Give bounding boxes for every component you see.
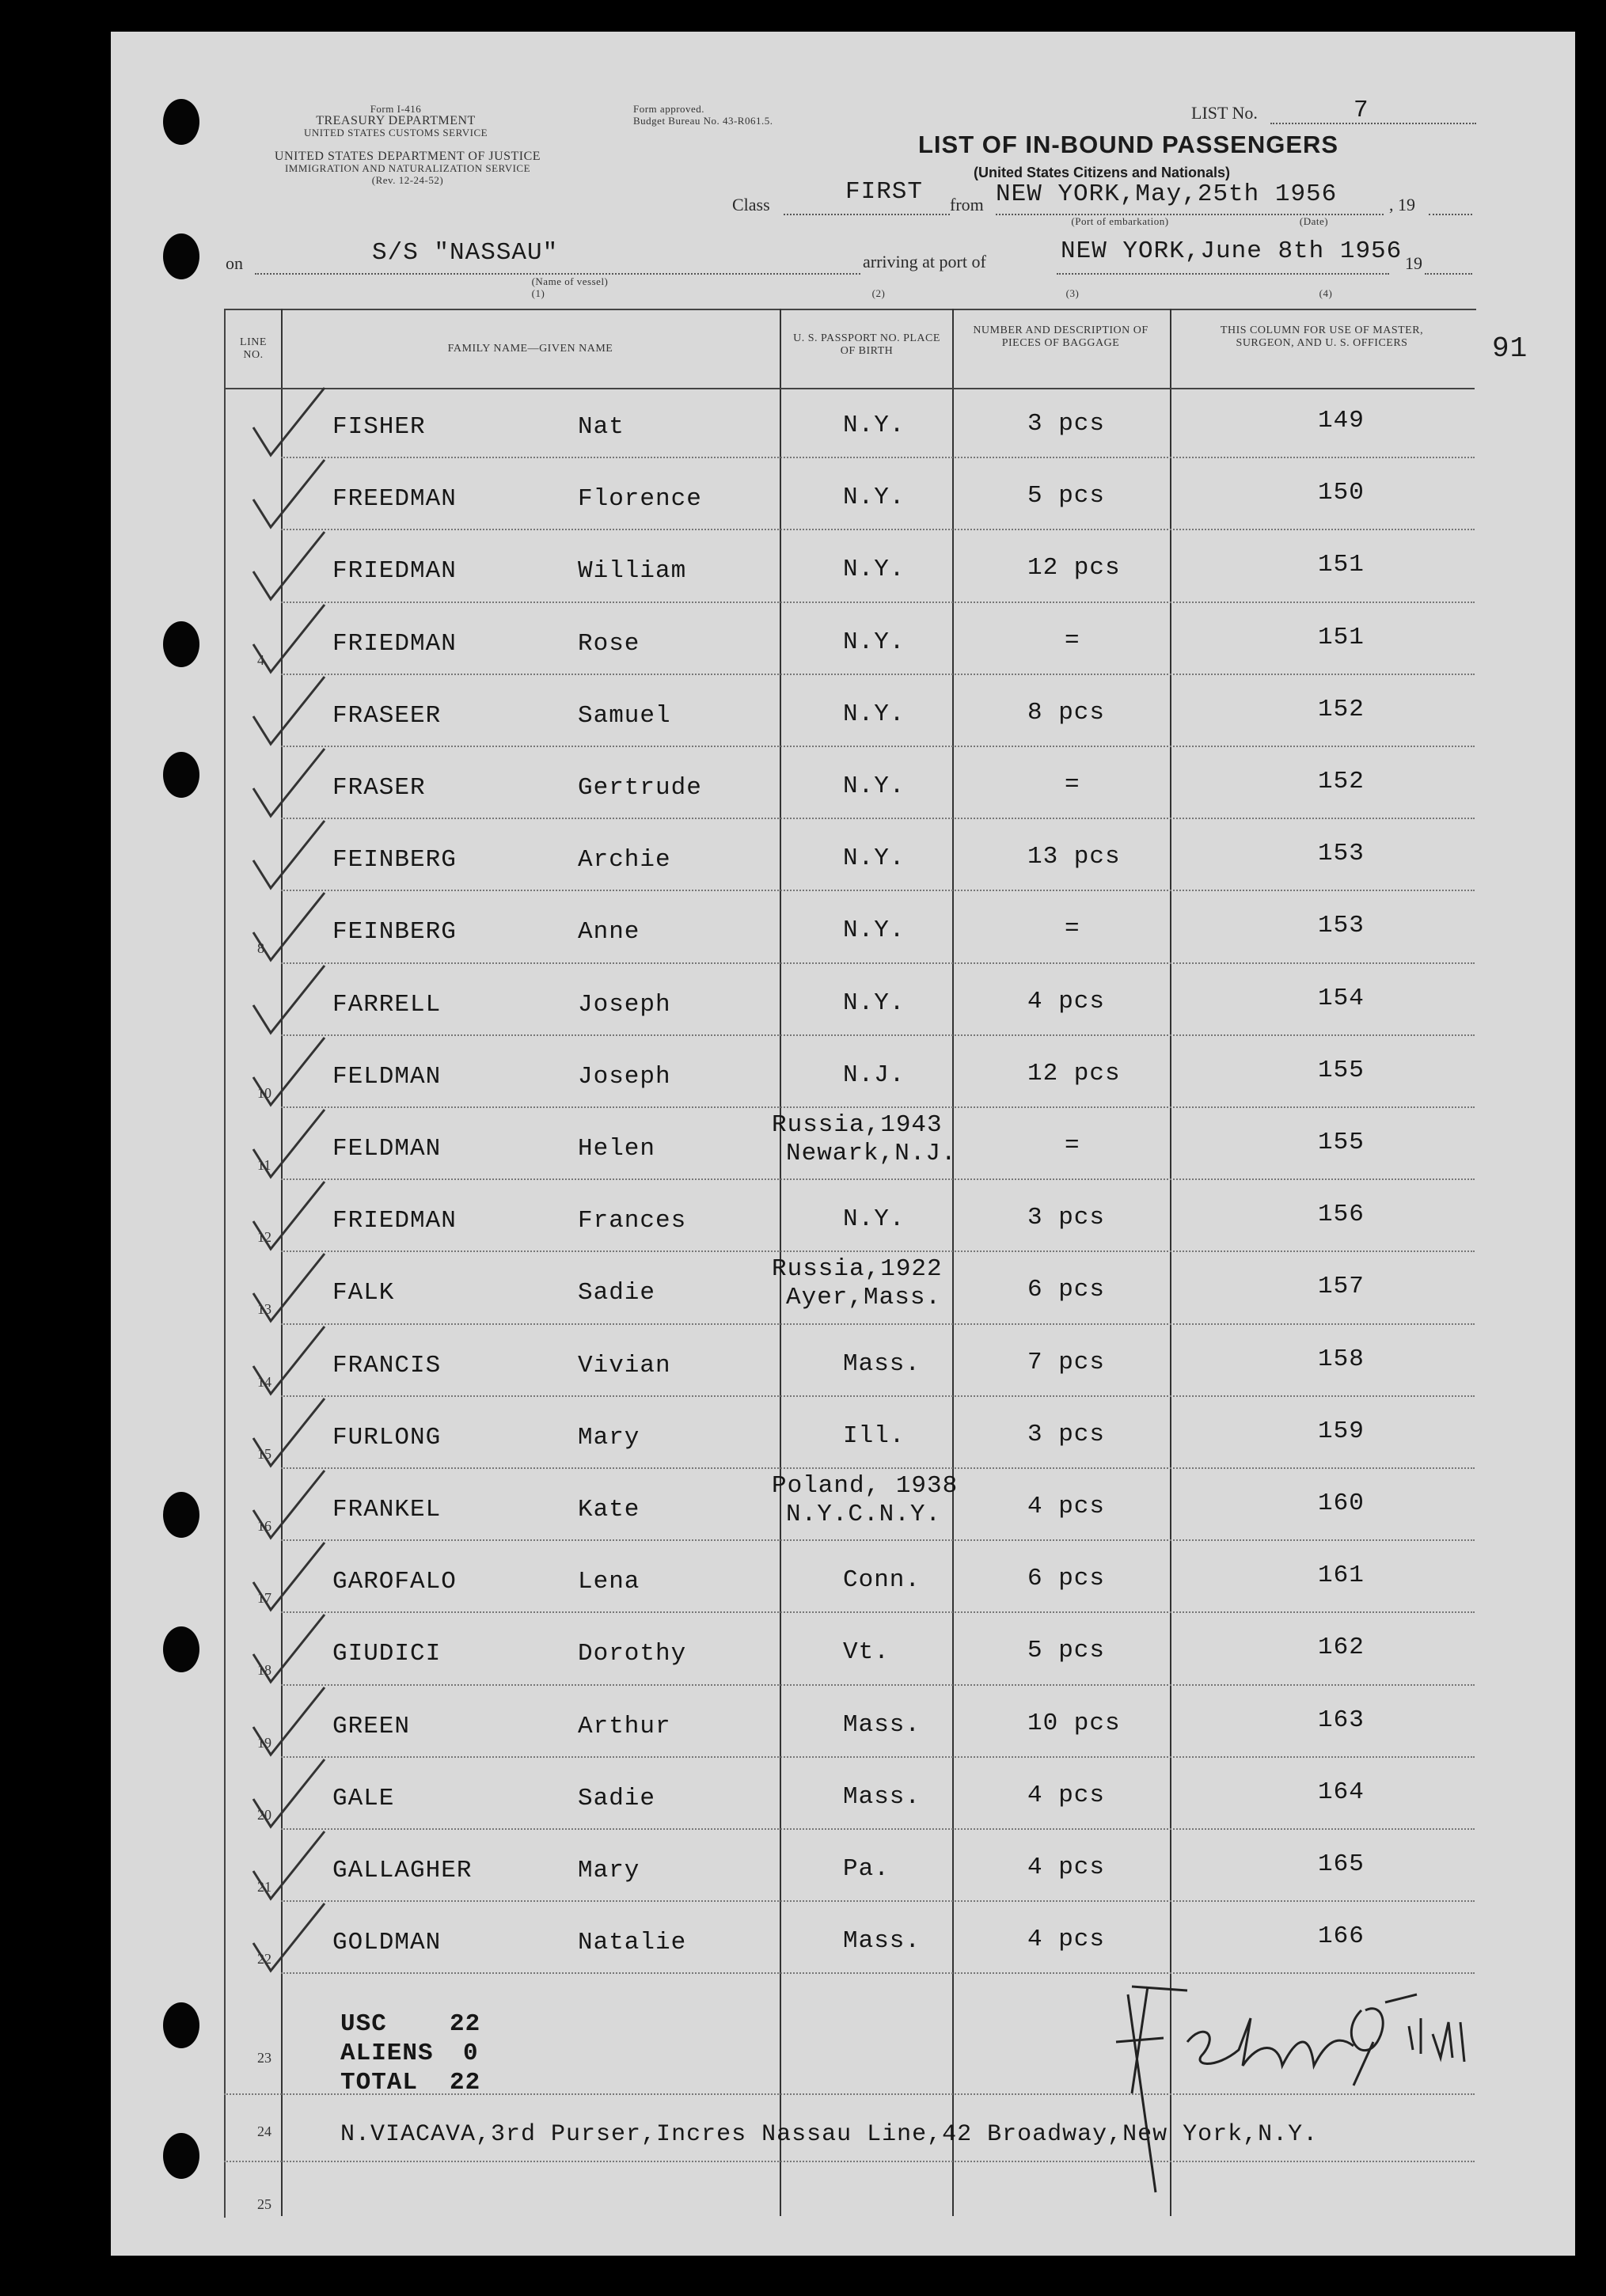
justice-line: IMMIGRATION AND NATURALIZATION SERVICE xyxy=(284,162,531,174)
baggage-count: 6 pcs xyxy=(1027,1565,1106,1593)
col3-note: (3) xyxy=(1065,287,1080,299)
check-mark-icon xyxy=(245,1896,340,1983)
given-name: Sadie xyxy=(578,1784,656,1812)
line-number: 4 xyxy=(257,651,264,668)
birth-place-origin: Russia,1943 xyxy=(772,1111,943,1139)
aliens-label: ALIENS xyxy=(340,2040,434,2067)
birth-place: Mass. xyxy=(843,1349,921,1378)
line-number: 8 xyxy=(257,940,264,957)
row-rule xyxy=(281,1467,1475,1469)
vessel-line xyxy=(255,273,860,275)
col-header-baggage: NUMBER AND DESCRIPTION OF PIECES OF BAGGAGE xyxy=(973,324,1148,349)
birth-place: Vt. xyxy=(843,1638,890,1667)
line-number: 16 xyxy=(257,1518,271,1534)
family-name: FRIEDMAN xyxy=(332,1207,457,1235)
row-rule xyxy=(281,746,1475,747)
given-name: Dorothy xyxy=(578,1640,687,1668)
line-number: 19 xyxy=(257,1734,271,1751)
row-rule xyxy=(281,1828,1475,1830)
officer-number: 155 xyxy=(1318,1056,1365,1084)
baggage-count: 7 pcs xyxy=(1027,1348,1106,1376)
family-name: GALLAGHER xyxy=(332,1857,473,1884)
baggage-count: = xyxy=(1065,626,1080,655)
arrival-year-line xyxy=(1425,273,1472,275)
birth-place-origin: Russia,1922 xyxy=(772,1255,943,1284)
justice-line: (Rev. 12-24-52) xyxy=(371,174,444,186)
approval-line: Budget Bureau No. 43-R061.5. xyxy=(633,115,773,127)
given-name: Vivian xyxy=(578,1351,671,1379)
baggage-count: 8 pcs xyxy=(1027,698,1106,727)
line-number: 14 xyxy=(257,1373,271,1390)
baggage-count: 12 pcs xyxy=(1027,554,1121,583)
row-rule xyxy=(281,1178,1475,1180)
baggage-count: 10 pcs xyxy=(1027,1709,1121,1737)
total-value: 22 xyxy=(450,2069,481,2097)
birth-place: N.Y. xyxy=(843,628,906,656)
col-header-line-no: LINE NO. xyxy=(240,336,267,361)
birth-place: N.Y. xyxy=(843,989,906,1017)
line-number: 15 xyxy=(257,1445,271,1462)
row-rule xyxy=(281,1323,1475,1325)
family-name: GAROFALO xyxy=(332,1568,457,1596)
line-number: 25 xyxy=(257,2196,271,2212)
birth-place: N.Y. xyxy=(843,772,906,800)
baggage-count: 4 pcs xyxy=(1027,1493,1106,1520)
family-name: FREEDMAN xyxy=(332,485,457,514)
total-label: TOTAL xyxy=(340,2069,419,2097)
given-name: Nat xyxy=(578,413,625,441)
birth-place: N.Y.C.N.Y. xyxy=(786,1501,942,1528)
given-name: Arthur xyxy=(578,1712,671,1740)
justice-block xyxy=(222,150,594,186)
punch-hole xyxy=(163,2133,199,2179)
family-name: FRIEDMAN xyxy=(332,629,457,658)
baggage-count: 3 pcs xyxy=(1027,410,1106,438)
given-name: Rose xyxy=(578,629,640,658)
birth-place: Mass. xyxy=(843,1710,921,1739)
baggage-count: 3 pcs xyxy=(1027,1420,1106,1448)
class-label: Class xyxy=(732,195,770,214)
baggage-count: 4 pcs xyxy=(1027,1781,1106,1809)
birth-place: N.Y. xyxy=(843,412,906,439)
col-header-name: FAMILY NAME—GIVEN NAME xyxy=(447,343,613,355)
family-name: FRANCIS xyxy=(332,1351,442,1379)
officer-number: 164 xyxy=(1318,1778,1365,1806)
officer-number: 156 xyxy=(1318,1201,1365,1229)
arrival-year-suffix: 19 xyxy=(1405,253,1422,273)
officer-number: 153 xyxy=(1318,912,1365,940)
line-number: 20 xyxy=(257,1806,271,1823)
line-number: 23 xyxy=(257,2050,271,2066)
given-name: Joseph xyxy=(578,1062,671,1091)
given-name: Archie xyxy=(578,846,671,875)
row-rule xyxy=(281,602,1475,603)
line-number: 12 xyxy=(257,1229,271,1246)
punch-hole xyxy=(163,1492,199,1538)
row-rule xyxy=(281,674,1475,675)
given-name: Helen xyxy=(578,1135,656,1163)
row-rule xyxy=(281,1034,1475,1036)
given-name: Mary xyxy=(578,1423,640,1452)
baggage-count: 4 pcs xyxy=(1027,987,1106,1015)
form-line: TREASURY DEPARTMENT xyxy=(316,114,476,127)
arriving-label: arriving at port of xyxy=(863,252,986,271)
row-rule xyxy=(281,529,1475,530)
baggage-count: 6 pcs xyxy=(1027,1276,1106,1304)
officer-number: 159 xyxy=(1318,1417,1365,1445)
birth-place: Ill. xyxy=(843,1421,906,1450)
officer-number: 162 xyxy=(1318,1634,1365,1662)
family-name: FARRELL xyxy=(332,990,442,1019)
given-name: Gertrude xyxy=(578,774,702,802)
baggage-count: = xyxy=(1065,771,1080,799)
class-line xyxy=(784,214,950,215)
officer-number: 152 xyxy=(1318,695,1365,723)
family-name: FELDMAN xyxy=(332,1135,442,1163)
given-name: Mary xyxy=(578,1857,640,1884)
punch-hole xyxy=(163,1626,199,1672)
birth-place: Pa. xyxy=(843,1855,890,1883)
officer-number: 160 xyxy=(1318,1490,1365,1517)
punch-hole xyxy=(163,621,199,667)
officer-number: 151 xyxy=(1318,551,1365,579)
birth-place: N.Y. xyxy=(843,484,906,512)
col-header-passport: U. S. PASSPORT NO. PLACE OF BIRTH xyxy=(793,332,940,357)
officer-number: 157 xyxy=(1318,1273,1365,1301)
family-name: FRASEER xyxy=(332,701,442,730)
header-rule xyxy=(224,388,1475,389)
officer-number: 163 xyxy=(1318,1706,1365,1734)
col4-note: (4) xyxy=(1319,287,1333,299)
col-header-officers: THIS COLUMN FOR USE OF MASTER, SURGEON, AND U. S. OFFICERS xyxy=(1220,324,1424,349)
approval-block xyxy=(633,103,871,127)
family-name: GOLDMAN xyxy=(332,1929,442,1957)
baggage-count: 5 pcs xyxy=(1027,1637,1106,1665)
given-name: Lena xyxy=(578,1568,640,1596)
family-name: GREEN xyxy=(332,1712,411,1740)
list-no-label: LIST No. xyxy=(1191,103,1258,123)
given-name: Sadie xyxy=(578,1279,656,1307)
officer-number: 151 xyxy=(1318,623,1365,651)
row-rule xyxy=(281,1900,1475,1902)
baggage-count: 12 pcs xyxy=(1027,1059,1121,1087)
form-line: Form I-416 xyxy=(370,103,422,115)
baggage-count: 13 pcs xyxy=(1027,843,1121,871)
line-number: 22 xyxy=(257,1951,271,1968)
given-name: Samuel xyxy=(578,701,671,730)
punch-hole xyxy=(163,233,199,279)
form-subtitle: (United States Citizens and Nationals) xyxy=(974,165,1231,180)
list-no-value: 7 xyxy=(1354,97,1369,124)
arrival-value: NEW YORK,June 8th 1956 xyxy=(1061,237,1403,265)
row-rule xyxy=(281,1395,1475,1397)
line-number: 11 xyxy=(257,1157,271,1173)
vessel-note: (Name of vessel) xyxy=(531,275,609,287)
col2-note: (2) xyxy=(871,287,886,299)
birth-place: N.J. xyxy=(843,1061,906,1089)
form-line: UNITED STATES CUSTOMS SERVICE xyxy=(303,127,488,139)
given-name: Natalie xyxy=(578,1929,687,1957)
row-rule xyxy=(281,457,1475,458)
officer-number: 161 xyxy=(1318,1562,1365,1590)
family-name: FISHER xyxy=(332,413,426,441)
given-name: Kate xyxy=(578,1496,640,1524)
aliens-value: 0 xyxy=(463,2040,479,2067)
officer-number: 154 xyxy=(1318,984,1365,1012)
punch-hole xyxy=(163,99,199,145)
family-name: GALE xyxy=(332,1784,395,1812)
baggage-count: = xyxy=(1065,915,1080,943)
family-name: FEINBERG xyxy=(332,846,457,875)
row-rule xyxy=(281,1250,1475,1252)
punch-hole xyxy=(163,752,199,798)
officer-number: 155 xyxy=(1318,1129,1365,1156)
class-value: FIRST xyxy=(845,178,924,206)
line-number: 18 xyxy=(257,1662,271,1679)
birth-place: N.Y. xyxy=(843,1205,906,1234)
row-rule xyxy=(281,818,1475,819)
date-note: (Date) xyxy=(1299,215,1329,227)
baggage-count: 4 pcs xyxy=(1027,1854,1106,1881)
birth-place: N.Y. xyxy=(843,844,906,873)
given-name: Frances xyxy=(578,1207,687,1235)
purser-line: N.VIACAVA,3rd Purser,Incres Nassau Line,42 Broadway,New York,N.Y. xyxy=(340,2121,1319,2148)
officer-number: 158 xyxy=(1318,1345,1365,1373)
punch-hole xyxy=(163,2002,199,2048)
family-name: FEINBERG xyxy=(332,918,457,947)
col-divider xyxy=(1170,309,1171,2216)
family-name: FELDMAN xyxy=(332,1062,442,1091)
family-name: GIUDICI xyxy=(332,1640,442,1668)
family-name: FURLONG xyxy=(332,1423,442,1452)
officer-number: 152 xyxy=(1318,768,1365,795)
vessel-value: S/S "NASSAU" xyxy=(372,239,559,267)
officer-number: 150 xyxy=(1318,479,1365,507)
form-number xyxy=(293,103,499,139)
year-suffix: , 19 xyxy=(1389,195,1415,214)
usc-label: USC xyxy=(340,2010,387,2038)
list-no-line xyxy=(1270,123,1476,124)
family-name: FRASER xyxy=(332,774,426,802)
family-name: FALK xyxy=(332,1279,395,1307)
year-line xyxy=(1429,214,1472,215)
col1-note: (1) xyxy=(531,287,545,299)
officer-number: 149 xyxy=(1318,407,1365,435)
row-rule xyxy=(281,1539,1475,1541)
birth-place: Mass. xyxy=(843,1782,921,1811)
usc-value: 22 xyxy=(450,2010,481,2038)
row-rule xyxy=(281,962,1475,964)
page-number: 91 xyxy=(1492,332,1528,365)
port-embark-note: (Port of embarkation) xyxy=(1071,215,1169,227)
officer-number: 153 xyxy=(1318,840,1365,868)
approval-line: Form approved. xyxy=(633,103,705,115)
line-number: 13 xyxy=(257,1301,271,1318)
birth-place: N.Y. xyxy=(843,700,906,728)
line-number: 10 xyxy=(257,1084,271,1101)
baggage-count: 4 pcs xyxy=(1027,1926,1106,1954)
col-divider xyxy=(952,309,954,2216)
row-rule xyxy=(281,1756,1475,1758)
from-label: from xyxy=(950,195,984,214)
birth-place: Newark,N.J. xyxy=(786,1140,957,1167)
justice-line: UNITED STATES DEPARTMENT OF JUSTICE xyxy=(274,150,541,163)
birth-place: Ayer,Mass. xyxy=(786,1284,942,1312)
row-rule xyxy=(281,890,1475,891)
form-title: LIST OF IN-BOUND PASSENGERS xyxy=(918,131,1339,158)
row-rule xyxy=(281,1106,1475,1108)
birth-place: N.Y. xyxy=(843,556,906,584)
given-name: Joseph xyxy=(578,990,671,1019)
from-value: NEW YORK,May,25th 1956 xyxy=(996,180,1338,208)
birth-place: Mass. xyxy=(843,1927,921,1956)
officer-signature xyxy=(1100,1955,1512,2208)
line-number: 24 xyxy=(257,2123,271,2139)
officer-number: 165 xyxy=(1318,1850,1365,1878)
given-name: Anne xyxy=(578,918,640,947)
baggage-count: 5 pcs xyxy=(1027,482,1106,510)
family-name: FRANKEL xyxy=(332,1496,442,1524)
baggage-count: 3 pcs xyxy=(1027,1204,1106,1232)
given-name: Florence xyxy=(578,485,702,514)
line-number: 21 xyxy=(257,1879,271,1895)
birth-place: Conn. xyxy=(843,1566,921,1595)
given-name: William xyxy=(578,557,687,586)
baggage-count: = xyxy=(1065,1132,1080,1159)
on-label: on xyxy=(226,253,243,273)
birth-place-origin: Poland, 1938 xyxy=(772,1472,959,1500)
row-rule xyxy=(281,1611,1475,1613)
officer-number: 166 xyxy=(1318,1922,1365,1951)
row-rule xyxy=(281,1684,1475,1686)
arrival-line xyxy=(1057,273,1389,275)
birth-place: N.Y. xyxy=(843,917,906,945)
family-name: FRIEDMAN xyxy=(332,557,457,586)
line-number: 17 xyxy=(257,1590,271,1607)
